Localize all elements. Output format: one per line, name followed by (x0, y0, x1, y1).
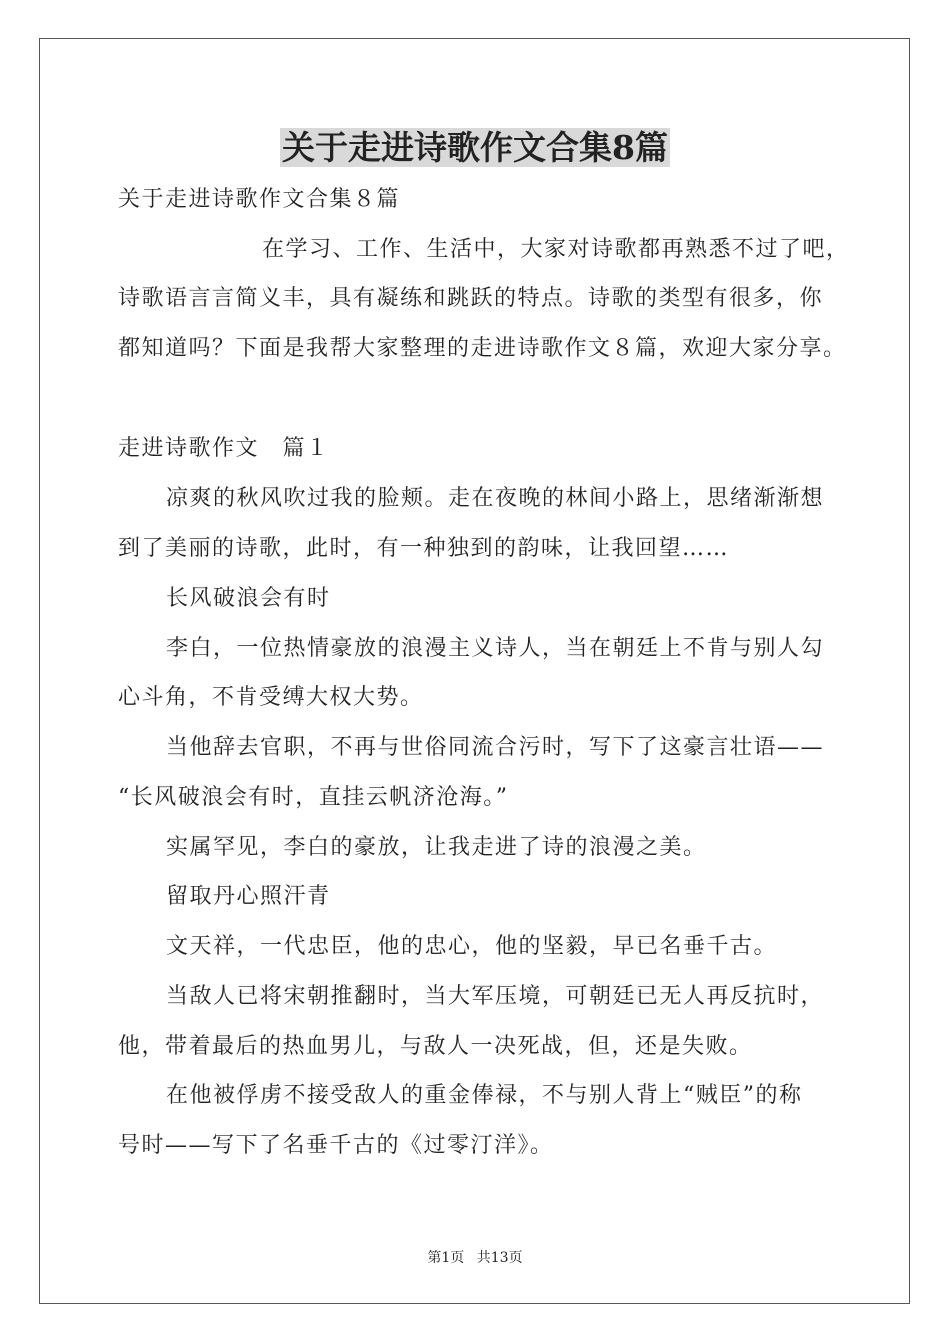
page-total: 共13页 (476, 1250, 523, 1266)
page-number: 第1页 (427, 1250, 465, 1266)
intro-line-1: 在学习、工作、生活中，大家对诗歌都再熟悉不过了吧， (262, 237, 850, 262)
poem-heading-1: 长风破浪会有时 (166, 586, 331, 611)
body-line-3: 李白，一位热情豪放的浪漫主义诗人，当在朝廷上不肯与别人勾 (166, 636, 825, 661)
intro-line-3: 都知道吗？下面是我帮大家整理的走进诗歌作文８篇，欢迎大家分享。 (118, 336, 847, 361)
body-line-2: 到了美丽的诗歌，此时，有一种独到的韵味，让我回望…… (118, 536, 730, 561)
document-title-text: 关于走进诗歌作文合集8篇 (282, 128, 668, 167)
body-line-4: 心斗角，不肯受缚大权大势。 (118, 685, 424, 710)
body-line-5: 当他辞去官职，不再与世俗同流合污时，写下了这豪言壮语—— (166, 735, 825, 760)
body-line-11: 号时——写下了名垂千古的《过零汀洋》。 (118, 1133, 554, 1158)
document-subtitle: 关于走进诗歌作文合集８篇 (118, 187, 401, 212)
body-line-7: 文天祥，一代忠臣，他的忠心，他的坚毅，早已名垂千古。 (166, 934, 778, 959)
intro-line-2: 诗歌语言言简义丰，具有凝练和跳跃的特点。诗歌的类型有很多，你 (118, 286, 824, 311)
body-line-1: 凉爽的秋风吹过我的脸颊。走在夜晚的林间小路上，思绪渐渐想 (166, 486, 825, 511)
page-border (39, 38, 910, 1304)
quote-line: “长风破浪会有时，直挂云帆济沧海。” (118, 785, 509, 810)
document-title (0, 126, 950, 170)
section-heading: 走进诗歌作文 篇１ (118, 436, 330, 461)
body-line-6: 实属罕见，李白的豪放，让我走进了诗的浪漫之美。 (166, 835, 707, 860)
page-footer (0, 1248, 950, 1268)
body-line-8: 当敌人已将宋朝推翻时，当大军压境，可朝廷已无人再反抗时， (166, 984, 825, 1009)
body-line-9: 他，带着最后的热血男儿，与敌人一决死战，但，还是失败。 (118, 1034, 753, 1059)
poem-heading-2: 留取丹心照汗青 (166, 884, 331, 909)
body-line-10: 在他被俘虏不接受敌人的重金俸禄，不与别人背上“贼臣”的称 (166, 1083, 803, 1108)
